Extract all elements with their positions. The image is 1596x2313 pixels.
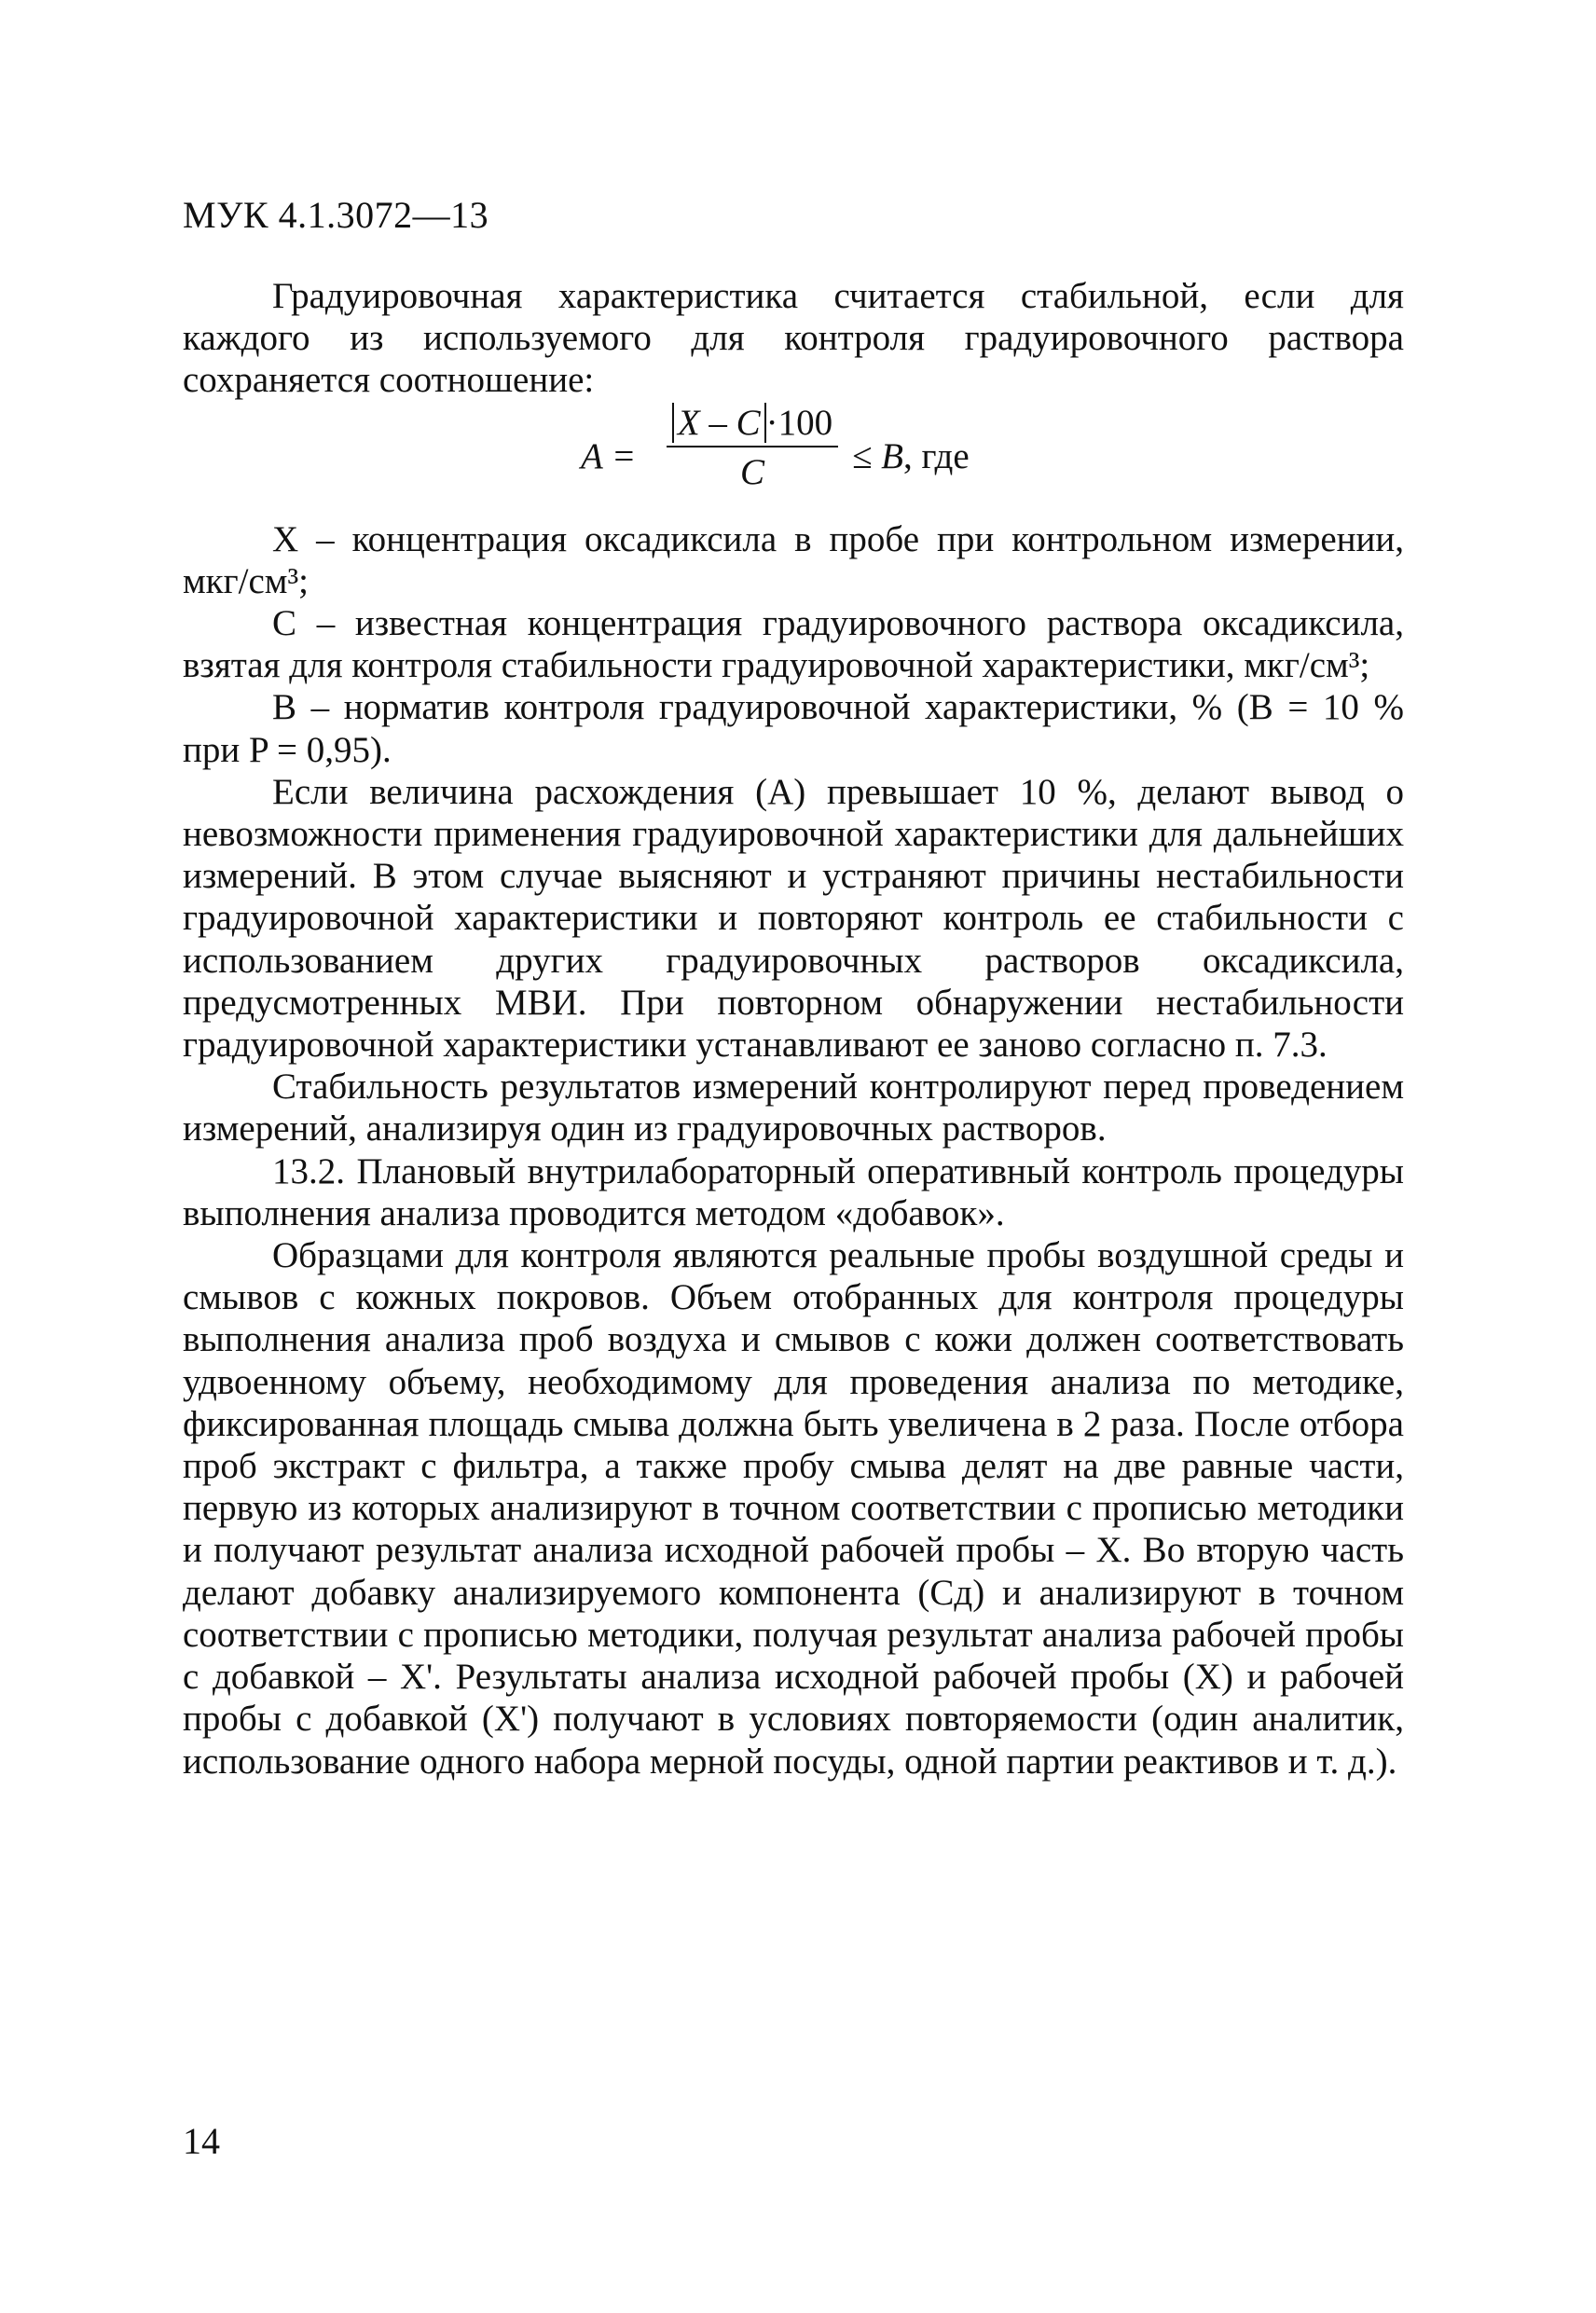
formula-abs-difference: X – C [672, 403, 766, 443]
paragraph-stability-control: Стабильность результатов измерений контролируют перед проведением измерений, анализируя один из градуировочных растворов. [183, 1067, 1404, 1150]
paragraph-stability-condition: Градуировочная характеристика считается стабильной, если для каждого из используемого для контроля градуировочного раствора сохраняется соотношение: [183, 276, 1404, 401]
formula-lhs: A = [581, 435, 637, 476]
document-code: МУК 4.1.3072—13 [183, 194, 489, 236]
paragraph-section-13-2: 13.2. Плановый внутрилабораторный оперативный контроль процедуры выполнения анализа проводится методом «добавок». [183, 1150, 1404, 1233]
document-body [183, 275, 1404, 1783]
formula-rhs-word: , где [902, 435, 970, 476]
formula-rhs-symbol: ≤ B [852, 435, 903, 476]
formula-multiplier: ·100 [765, 402, 833, 443]
formula-fraction [663, 402, 842, 493]
formula-denominator: C [739, 451, 764, 492]
paragraph-samples: Образцами для контроля являются реальные пробы воздушной среды и смывов с кожных покровов. Объем отобранных для контроля процедуры выполнения анализа проб воздуха и смывов с кожи должен соответствовать удвоенному объему, необходимому для проведения анализа по методике, фиксированная площадь смыва должна быть увеличена в 2 раза. После отбора проб экстракт с фильтра, а также пробу смыва делят на две равные части, первую из которых анализируют в точном соответствии с прописью методики и получают результат анализа исходной рабочей пробы – X. Во вторую часть делают добавку анализируемого компонента (Cд) и анализируют в точном соответствии с прописью методики, получая результат анализа рабочей пробы с добавкой – X'. Результаты анализа исходной рабочей пробы (X) и рабочей пробы с добавкой (X') получают в условиях повторяемости (один аналитик, использование одного набора мерной посуды, одной партии реактивов и т. д.). [183, 1235, 1404, 1782]
paragraph-discrepancy: Если величина расхождения (A) превышает 10 %, делают вывод о невозможности применения градуировочной характеристики для дальнейших измерений. В этом случае выясняют и устраняют причины нестабильности градуировочной характеристики и повторяют контроль ее стабильности с использованием других градуировочных растворов оксадиксила, предусмотренных МВИ. При повторном обнаружении нестабильности градуировочной характеристики устанавливают ее заново согласно п. 7.3. [183, 771, 1404, 1066]
definition-x: X – концентрация оксадиксила в пробе при контрольном измерении, мкг/см³; [183, 518, 1404, 601]
formula-numerator [663, 402, 842, 446]
definition-b: B – норматив контроля градуировочной характеристики, % (B = 10 % при P = 0,95). [183, 687, 1404, 770]
page-number: 14 [183, 2120, 220, 2162]
definition-c: C – известная концентрация градуировочного раствора оксадиксила, взятая для контроля стабильности градуировочной характеристики, мкг/см³; [183, 603, 1404, 686]
formula-discrepancy [183, 402, 1404, 518]
formula-rhs [852, 435, 970, 477]
